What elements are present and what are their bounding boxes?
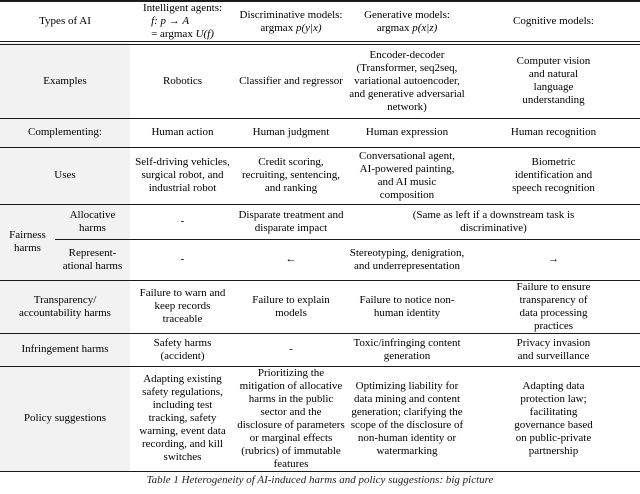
cell-complementing-cognitive [467, 118, 640, 147]
table-row-infringement-harms [0, 333, 640, 366]
cell-infringement-discriminative: - [235, 333, 347, 366]
table-row-examples [0, 43, 640, 118]
table-row-allocative-harms [0, 204, 640, 239]
cell-infringement-cognitive [467, 333, 640, 366]
cell-infringement-intelligent: Safety harms (accident) [130, 333, 235, 366]
cell-complementing-discriminative: Human judgment [235, 118, 347, 147]
intelligent-agents-formula [151, 15, 214, 41]
cell-infringement-generative: Toxic/infringing content generation [347, 333, 467, 366]
discriminative-models-title: Discriminative models: [239, 8, 343, 21]
col-header-generative-models [347, 1, 467, 43]
cell-representational-discriminative-left-arrow: ← [235, 239, 347, 280]
cell-complementing-intelligent: Human action [130, 118, 235, 147]
col-header-types-of-ai: Types of AI [0, 1, 130, 43]
cell-transparency-generative: Failure to notice non-human identity [347, 280, 467, 333]
col-header-cognitive-models: Cognitive models: [467, 1, 640, 43]
table-row-uses [0, 147, 640, 204]
cell-uses-generative [347, 147, 467, 204]
table-row-representational-harms [0, 239, 640, 280]
cell-representational-generative: Stereotyping, denigration, and underrepresentation [347, 239, 467, 280]
formula-argmax-roman: argmax [260, 21, 296, 34]
cell-examples-cognitive-text: Computer vision and natural language understanding [516, 55, 591, 107]
cell-transparency-cognitive [467, 280, 640, 333]
cell-examples-discriminative: Classifier and regressor [235, 43, 347, 118]
cell-representational-intelligent: - [130, 239, 235, 280]
cell-examples-intelligent: Robotics [130, 43, 235, 118]
formula-pyx-italic: p(y|x) [295, 21, 322, 34]
cell-allocative-generative-cognitive [347, 204, 640, 239]
row-sublabel-allocative-harms: Allocative harms [55, 204, 130, 239]
cell-transparency-intelligent [130, 280, 235, 333]
intelligent-agents-title: Intelligent agents: [142, 2, 223, 14]
table-row-complementing [0, 118, 640, 147]
cell-representational-cognitive-right-arrow: → [467, 239, 640, 280]
cell-transparency-cognitive-text: Failure to ensure transparency of data processing practices [516, 280, 591, 332]
table-row-policy-suggestions [0, 366, 640, 471]
formula-argmax-roman: argmax [376, 21, 413, 34]
cell-uses-discriminative: Credit scoring, recruiting, sentencing, and ranking [235, 147, 347, 204]
cell-complementing-cognitive-text: Human recognition [510, 126, 597, 138]
formula-f-p-A: f: p → A [151, 15, 190, 27]
table-row-transparency-harms [0, 280, 640, 333]
cell-allocative-merged-text: (Same as left if a downstream task is discriminative) [412, 208, 575, 234]
row-label-examples: Examples [0, 43, 130, 118]
cell-allocative-discriminative: Disparate treatment and disparate impact [235, 204, 347, 239]
table-header-row [0, 1, 640, 43]
formula-argmax-roman: = argmax [151, 28, 196, 40]
col-header-discriminative-models [235, 1, 347, 43]
cell-uses-cognitive [467, 147, 640, 204]
cell-infringement-cognitive-text: Privacy invasion and surveillance [516, 336, 591, 362]
row-label-transparency-harms: Transparency/ accountability harms [0, 280, 130, 333]
cell-uses-cognitive-text: Biometric identification and speech recognition [512, 156, 595, 194]
formula-Uf-italic: U(f) [195, 28, 214, 40]
cell-complementing-generative: Human expression [347, 118, 467, 147]
cell-policy-cognitive [467, 366, 640, 471]
cell-uses-intelligent: Self-driving vehicles, surgical robot, and industrial robot [130, 147, 235, 204]
cell-policy-cognitive-text: Adapting data protection law; facilitating governance based on public-private partnership [514, 379, 593, 457]
cell-transparency-intelligent-text: Failure to warn and keep records traceable [139, 287, 226, 325]
row-sublabel-representational-harms: Represent-ational harms [55, 239, 130, 280]
cell-policy-discriminative: Prioritizing the mitigation of allocative harms in the public sector and the disclosure of parameters or marginal effects (rubrics) of immutable features [237, 366, 345, 470]
cell-allocative-intelligent: - [130, 204, 235, 239]
row-group-label-fairness-harms: Fairness harms [0, 204, 55, 280]
cell-transparency-discriminative: Failure to explain models [235, 280, 347, 333]
row-label-policy-suggestions: Policy suggestions [0, 366, 130, 471]
formula-pxz-italic: p(x|z) [412, 21, 438, 34]
cell-examples-generative: Encoder-decoder (Transformer, seq2seq, variational autoencoder, and generative adversarial network) [347, 43, 467, 118]
cell-policy-intelligent: Adapting existing safety regulations, including test tracking, safety warning, event data recording, and kill switches [139, 373, 226, 463]
cell-uses-generative-text: Conversational agent, AI-powered painting, and AI music composition [359, 149, 455, 201]
row-label-complementing: Complementing: [0, 118, 130, 147]
cell-examples-cognitive [467, 43, 640, 118]
row-label-uses: Uses [0, 147, 130, 204]
col-header-intelligent-agents [130, 1, 235, 43]
row-label-infringement-harms: Infringement harms [0, 333, 130, 366]
cell-policy-generative: Optimizing liability for data mining and content generation; clarifying the scope of the disclosure of non-human identity or watermarking [350, 379, 464, 457]
table-caption: Table 1 Heterogeneity of AI-induced harms and policy suggestions: big picture [146, 473, 494, 486]
generative-models-title: Generative models: [364, 8, 450, 21]
